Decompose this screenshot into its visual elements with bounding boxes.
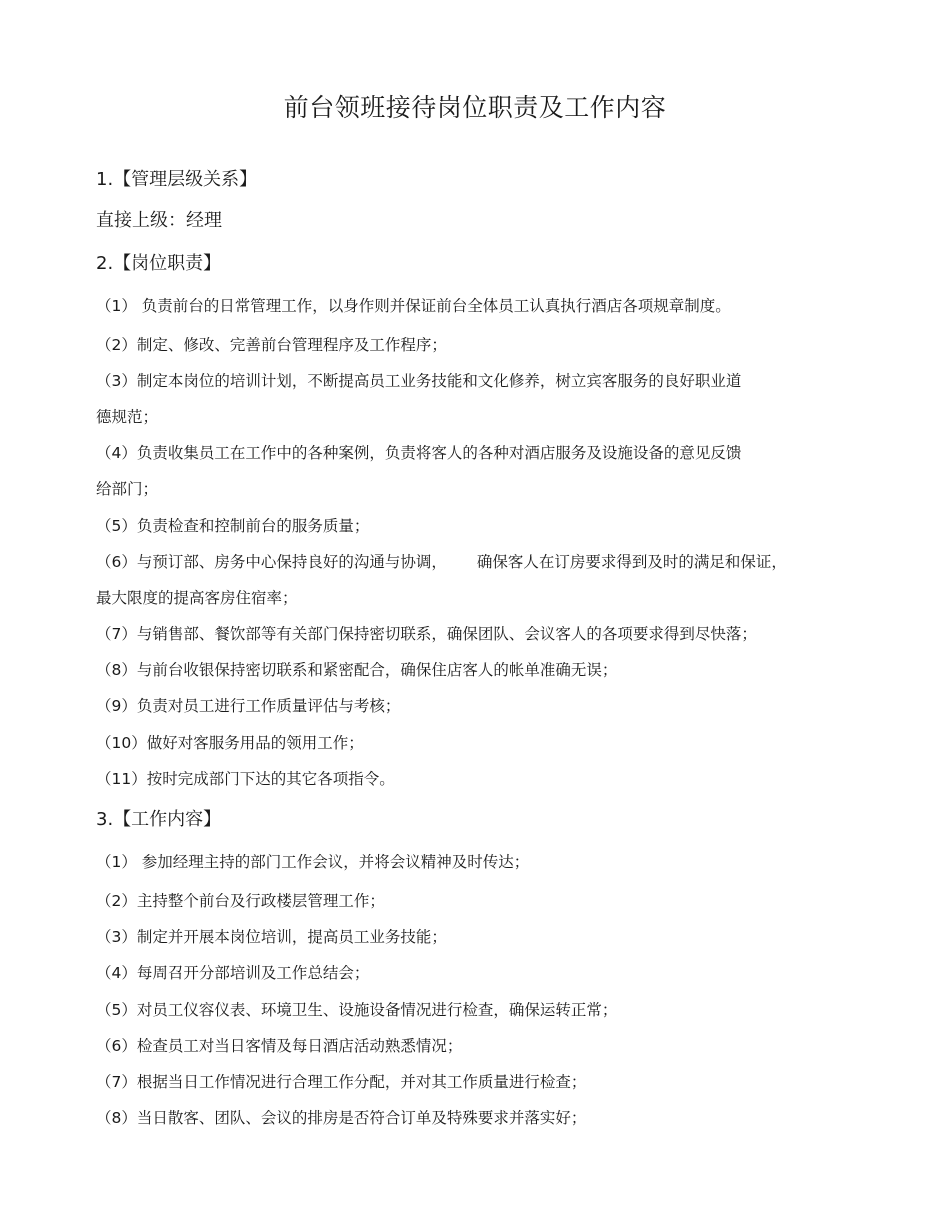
work-item-5: （5）对员工仪容仪表、环境卫生、设施设备情况进行检查，确保运转正常； (96, 1001, 618, 1019)
duty-item-6-continued: 最大限度的提高客房住宿率； (96, 589, 298, 607)
duty-item-4-continued: 给部门； (96, 480, 159, 498)
document-title: 前台领班接待岗位职责及工作内容 (283, 93, 667, 122)
duty-item-9: （9）负责对员工进行工作质量评估与考核； (96, 697, 401, 715)
duty-item-1: （1） 负责前台的日常管理工作，以身作则并保证前台全体员工认真执行酒店各项规章制度。 (96, 297, 731, 315)
direct-superior: 直接上级：经理 (96, 210, 222, 231)
duty-item-6-part-1: （6）与预订部、房务中心保持良好的沟通与协调， (96, 553, 447, 571)
work-item-1: （1） 参加经理主持的部门工作会议，并将会议精神及时传达； (96, 853, 530, 871)
section-heading-duties: 2.【岗位职责】 (96, 253, 222, 274)
duty-item-6 (96, 550, 787, 574)
work-item-8: （8）当日散客、团队、会议的排房是否符合订单及特殊要求并落实好； (96, 1109, 587, 1127)
duty-item-2: （2）制定、修改、完善前台管理程序及工作程序； (96, 336, 447, 354)
work-item-4: （4）每周召开分部培训及工作总结会； (96, 964, 370, 982)
duty-item-3-continued: 德规范； (96, 408, 159, 426)
duty-item-7: （7）与销售部、餐饮部等有关部门保持密切联系，确保团队、会议客人的各项要求得到尽快落； (96, 625, 757, 643)
duty-item-5: （5）负责检查和控制前台的服务质量； (96, 517, 370, 535)
duty-item-3: （3）制定本岗位的培训计划，不断提高员工业务技能和文化修养，树立宾客服务的良好职业道 (96, 372, 742, 390)
work-item-2: （2）主持整个前台及行政楼层管理工作； (96, 892, 385, 910)
duty-item-8: （8）与前台收银保持密切联系和紧密配合，确保住店客人的帐单准确无误； (96, 661, 618, 679)
duty-item-6-part-2: 确保客人在订房要求得到及时的满足和保证， (476, 553, 787, 571)
section-heading-work-content: 3.【工作内容】 (96, 809, 222, 830)
section-heading-hierarchy: 1.【管理层级关系】 (96, 169, 258, 190)
work-item-6: （6）检查员工对当日客情及每日酒店活动熟悉情况； (96, 1037, 463, 1055)
duty-item-11: （11）按时完成部门下达的其它各项指令。 (96, 770, 395, 788)
work-item-3: （3）制定并开展本岗位培训，提高员工业务技能； (96, 928, 447, 946)
duty-item-10: （10）做好对客服务用品的领用工作； (96, 734, 364, 752)
duty-item-4: （4）负责收集员工在工作中的各种案例，负责将客人的各种对酒店服务及设施设备的意见反馈 (96, 444, 742, 462)
work-item-7: （7）根据当日工作情况进行合理工作分配，并对其工作质量进行检查； (96, 1073, 587, 1091)
